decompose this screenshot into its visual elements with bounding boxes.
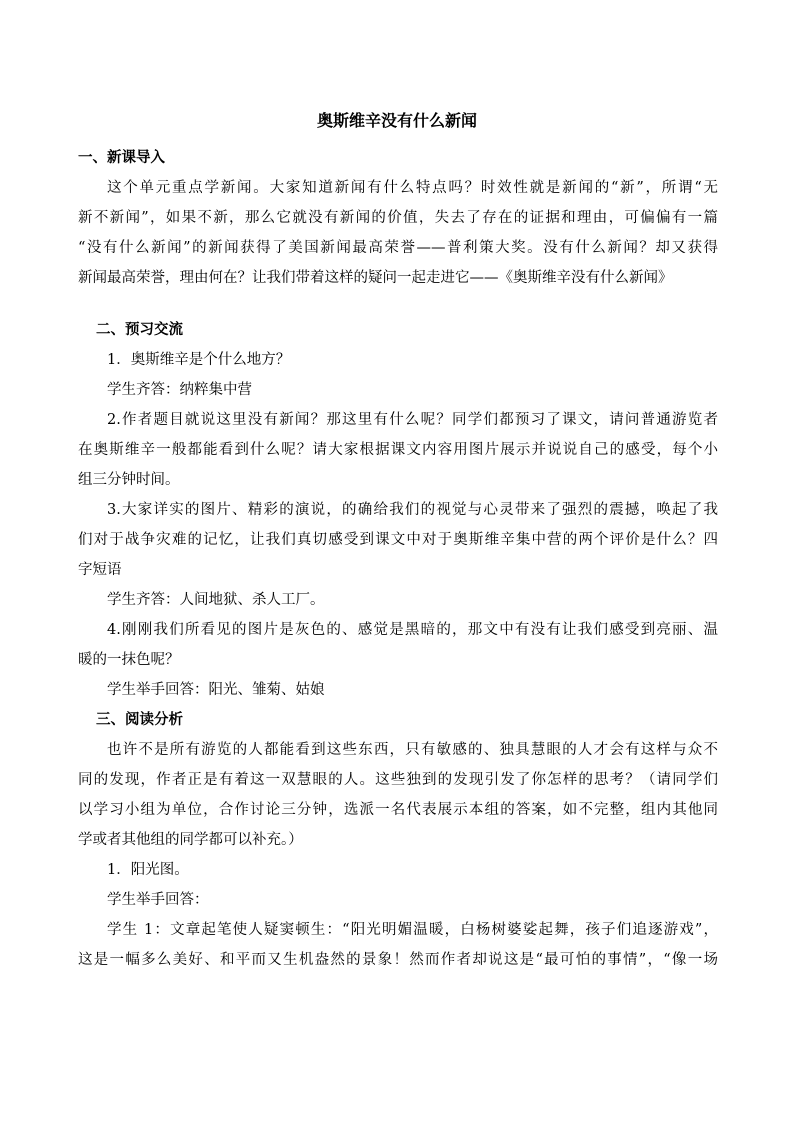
text-line: 在奥斯维辛一般都能看到什么呢？请大家根据课文内容用图片展示并说说自己的感受，每个小	[78, 442, 718, 458]
text-line: 暖的一抹色呢？	[78, 652, 180, 668]
text-line: 组三分钟时间。	[78, 472, 180, 488]
text-line: 这个单元重点学新闻。大家知道新闻有什么特点吗？时效性就是新闻的“新”，所谓“无	[107, 180, 718, 196]
document-title: 奥斯维辛没有什么新闻	[316, 111, 477, 130]
text-line: 也许不是所有游览的人都能看到这些东西，只有敏感的、独具慧眼的人才会有这样与众不	[107, 742, 718, 758]
text-line: 2.作者题目就说这里没有新闻？那这里有什么呢？同学们都预习了课文，请问普通游览者	[107, 412, 718, 428]
section-heading: 一、新课导入	[78, 150, 165, 166]
text-line: 1．阳光图。	[107, 862, 189, 878]
text-line: 学生举手回答：	[107, 892, 209, 908]
text-line: 这是一幅多么美好、和平而又生机盎然的景象！然而作者却说这是“最可怕的事情”，“像一场	[78, 952, 718, 968]
text-line: 学生举手回答：阳光、雏菊、姑娘	[107, 682, 325, 698]
text-line: 以学习小组为单位，合作讨论三分钟，选派一名代表展示本组的答案，如不完整，组内其他同	[78, 802, 718, 818]
text-line: 学生齐答：人间地狱、杀人工厂。	[107, 592, 325, 608]
text-line: 3.大家详实的图片、精彩的演说，的确给我们的视觉与心灵带来了强烈的震撼，唤起了我	[107, 502, 718, 518]
text-line: 字短语	[78, 562, 122, 578]
text-line: 学生齐答：纳粹集中营	[107, 382, 252, 398]
text-line: 1．奥斯维辛是个什么地方？	[107, 352, 291, 368]
document-body	[78, 143, 718, 975]
text-line: 学生 1：文章起笔使人疑窦顿生：“阳光明媚温暖，白杨树婆娑起舞，孩子们追逐游戏”，	[107, 922, 718, 938]
text-line: 同的发现，作者正是有着这一双慧眼的人。这些独到的发现引发了你怎样的思考？（请同学们	[78, 772, 718, 788]
text-line: 新不新闻”，如果不新，那么它就没有新闻的价值，失去了存在的证据和理由，可偏偏有一篇	[78, 210, 718, 226]
section-heading: 二、预习交流	[96, 322, 183, 338]
paragraph-gap	[78, 293, 718, 315]
text-line: 新闻最高荣誉，理由何在？让我们带着这样的疑问一起走进它——《奥斯维辛没有什么新闻》	[78, 270, 673, 286]
section-heading: 三、阅读分析	[96, 712, 183, 728]
text-line: 们对于战争灾难的记忆，让我们真切感受到课文中对于奥斯维辛集中营的两个评价是什么？四	[78, 532, 718, 548]
text-line: 学或者其他组的同学都可以补充。）	[78, 832, 303, 848]
text-line: “没有什么新闻”的新闻获得了美国新闻最高荣誉——普利策大奖。没有什么新闻？却又获得	[78, 240, 718, 256]
text-line: 4.刚刚我们所看见的图片是灰色的、感觉是黑暗的，那文中有没有让我们感受到亮丽、温	[107, 622, 718, 638]
